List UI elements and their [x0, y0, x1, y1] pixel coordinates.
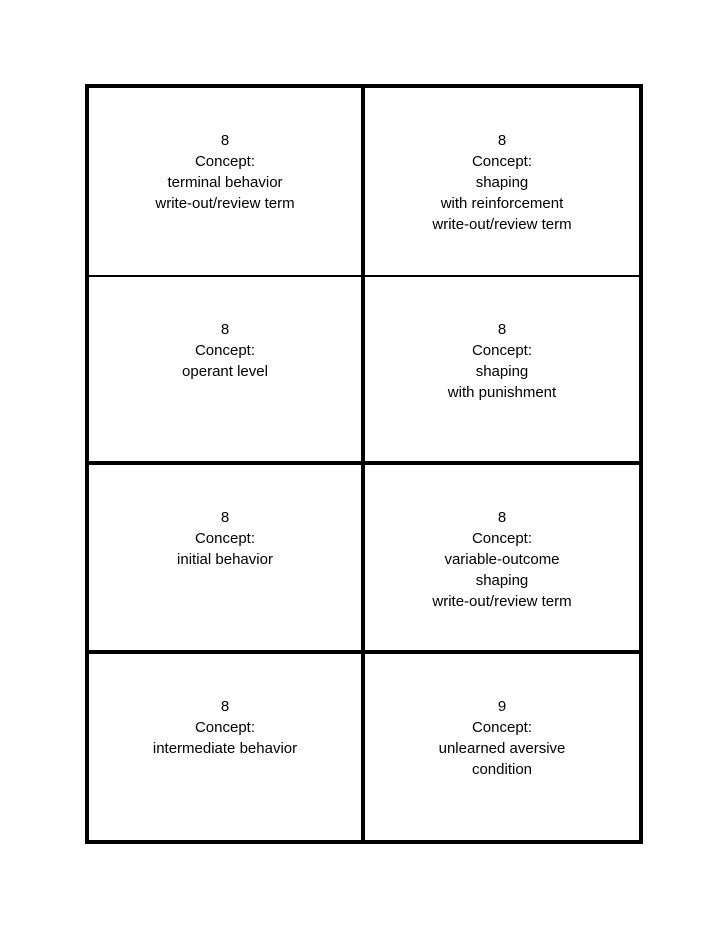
card-chapter-number: 8 [220, 509, 230, 526]
card-heading: Concept: [194, 341, 256, 359]
flashcard-operant-level [88, 276, 364, 465]
card-term-continued: with reinforcement [440, 195, 564, 212]
flashcard-sheet [85, 84, 643, 844]
card-chapter-number: 8 [220, 132, 230, 149]
flashcard-initial-behavior [88, 464, 364, 653]
flashcard-terminal-behavior [88, 87, 364, 276]
flashcard-shaping-with-punishment [364, 276, 640, 465]
card-heading: Concept: [471, 341, 533, 359]
card-chapter-number: 8 [220, 697, 230, 715]
flashcard-shaping-with-reinforcement [364, 87, 640, 276]
card-heading: Concept: [471, 530, 533, 547]
card-note: write-out/review term [155, 195, 295, 212]
card-term-continued: condition [471, 760, 533, 778]
card-heading: Concept: [194, 530, 256, 547]
card-term-continued: with punishment [447, 383, 557, 401]
card-term: initial behavior [177, 551, 273, 568]
card-chapter-number: 8 [497, 509, 507, 526]
card-chapter-number: 8 [497, 320, 507, 338]
card-chapter-number: 9 [497, 697, 507, 715]
card-note: write-out/review term [432, 593, 572, 610]
card-term: operant level [182, 362, 268, 380]
flashcard-unlearned-aversive-condition [364, 653, 640, 842]
flashcard-intermediate-behavior [88, 653, 364, 842]
card-heading: Concept: [194, 718, 256, 736]
card-term: terminal behavior [167, 174, 283, 191]
card-heading: Concept: [194, 153, 256, 170]
card-term: intermediate behavior [152, 739, 298, 757]
card-chapter-number: 8 [497, 132, 507, 149]
flashcard-variable-outcome-shaping [364, 464, 640, 653]
card-heading: Concept: [471, 153, 533, 170]
card-term-continued: shaping [475, 572, 529, 589]
card-term: variable-outcome [444, 551, 560, 568]
card-heading: Concept: [471, 718, 533, 736]
card-term: unlearned aversive [438, 739, 566, 757]
card-chapter-number: 8 [220, 320, 230, 338]
card-term: shaping [475, 362, 529, 380]
card-note: write-out/review term [432, 216, 572, 233]
card-term: shaping [475, 174, 529, 191]
